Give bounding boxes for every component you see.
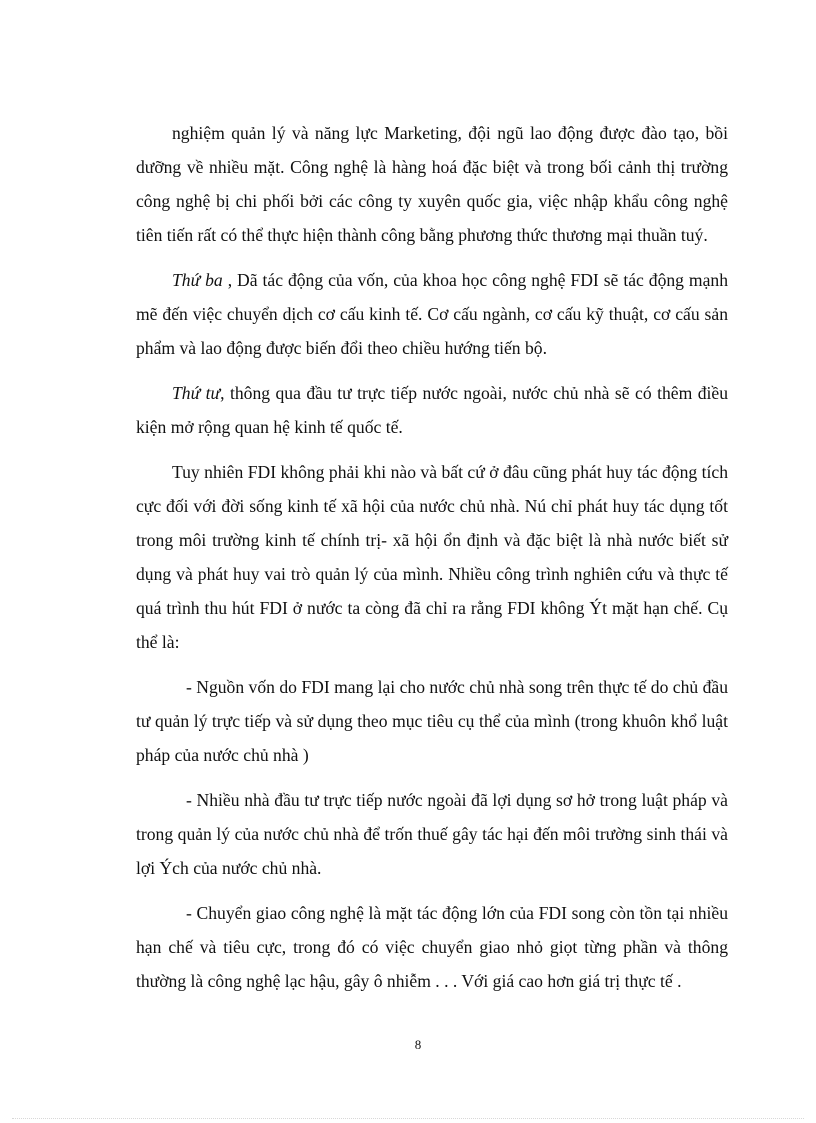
paragraph-text: Tuy nhiên FDI không phải khi nào và bất cứ ở đâu cũng phát huy tác động tích cực đối với đời sống kinh tế xã hội của nước chủ nhà. Nú chỉ phát huy tác dụng tốt trong môi trường kinh tế chính trị- xã hội ổn định và đặc biệt là nhà nước biết sử dụng và phát huy vai trò quản lý của mình. Nhiều công trình nghiên cứu và thực tế quá trình thu hút FDI ở nước ta còng đã chỉ ra rằng FDI không Ýt mặt hạn chế. Cụ thể là: xyxy=(136,462,728,652)
list-item-technology-transfer xyxy=(136,896,728,998)
document-page xyxy=(136,116,728,1009)
paragraph-lead: Thứ ba xyxy=(172,270,223,290)
paragraph-text: - Nhiều nhà đầu tư trực tiếp nước ngoài đã lợi dụng sơ hở trong luật pháp và trong quản lý của nước chủ nhà để trốn thuế gây tác hại đến môi trường sinh thái và lợi Ých của nước chủ nhà. xyxy=(136,790,728,878)
paragraph-text: - Chuyển giao công nghệ là mặt tác động lớn của FDI song còn tồn tại nhiều hạn chế và tiêu cực, trong đó có việc chuyển giao nhỏ giọt từng phần và thông thường là công nghệ lạc hậu, gây ô nhiễm . . . Với giá cao hơn giá trị thực tế . xyxy=(136,903,728,991)
page-number: 8 xyxy=(414,1037,422,1052)
list-item-capital xyxy=(136,670,728,772)
paragraph-lead: Thứ tư xyxy=(172,383,221,403)
list-item-tax-evasion xyxy=(136,783,728,885)
paragraph-text: , Dã tác động của vốn, của khoa học công nghệ FDI sẽ tác động mạnh mẽ đến việc chuyển dịch cơ cấu kinh tế. Cơ cấu ngành, cơ cấu kỹ thuật, cơ cấu sản phẩm và lao động được biến đổi theo chiều hướng tiến bộ. xyxy=(136,270,729,358)
paragraph-third-point xyxy=(136,263,728,365)
paragraph-text: nghiệm quản lý và năng lực Marketing, đội ngũ lao động được đào tạo, bồi dưỡng về nhiều mặt. Công nghệ là hàng hoá đặc biệt và trong bối cảnh thị trường công nghệ bị chi phối bởi các công ty xuyên quốc gia, việc nhập khẩu công nghệ tiên tiến rất có thể thực hiện thành công bằng phương thức thương mại thuần tuý. xyxy=(136,123,728,245)
page-edge-divider xyxy=(12,1118,804,1119)
paragraph-limitations xyxy=(136,455,728,659)
paragraph-fourth-point xyxy=(136,376,728,444)
paragraph-text: , thông qua đầu tư trực tiếp nước ngoài, nước chủ nhà sẽ có thêm điều kiện mở rộng quan hệ kinh tế quốc tế. xyxy=(136,383,728,437)
paragraph-continuation xyxy=(136,116,728,252)
paragraph-text: - Nguồn vốn do FDI mang lại cho nước chủ nhà song trên thực tế do chủ đầu tư quản lý trực tiếp và sử dụng theo mục tiêu cụ thể của mình (trong khuôn khổ luật pháp của nước chủ nhà ) xyxy=(136,677,728,765)
